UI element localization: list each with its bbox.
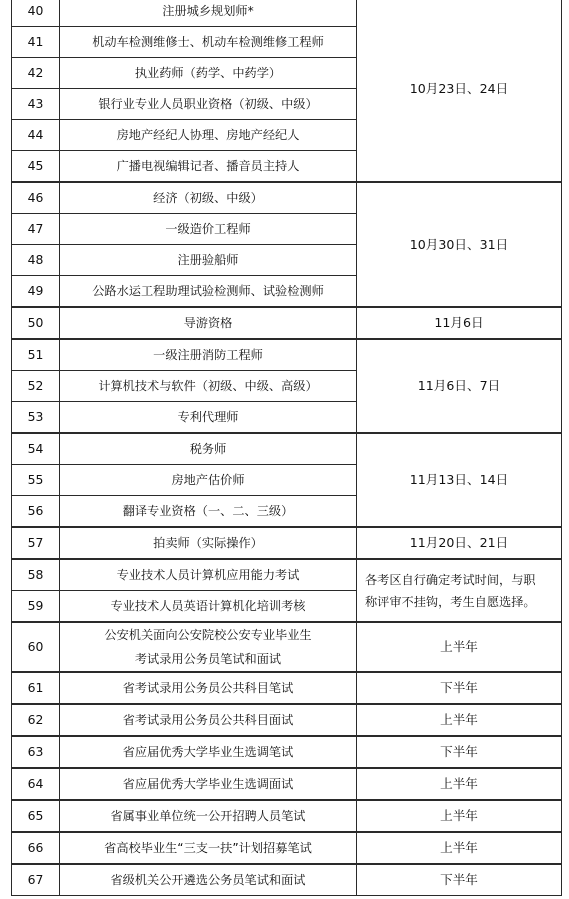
row-number: 49 bbox=[12, 276, 60, 308]
exam-name: 机动车检测维修士、机动车检测维修工程师 bbox=[60, 27, 357, 58]
exam-time: 10月23日、24日 bbox=[357, 0, 562, 182]
row-number: 62 bbox=[12, 704, 60, 736]
exam-name: 省高校毕业生“三支一扶”计划招募笔试 bbox=[60, 832, 357, 864]
row-number: 63 bbox=[12, 736, 60, 768]
exam-name: 翻译专业资格（一、二、三级） bbox=[60, 496, 357, 528]
table-row bbox=[12, 832, 562, 864]
table-row bbox=[12, 182, 562, 214]
table-row bbox=[12, 527, 562, 559]
row-number: 42 bbox=[12, 58, 60, 89]
exam-name: 广播电视编辑记者、播音员主持人 bbox=[60, 151, 357, 183]
row-number: 40 bbox=[12, 0, 60, 27]
row-number: 41 bbox=[12, 27, 60, 58]
exam-time-note-line: 各考区自行确定考试时间，与职 bbox=[365, 572, 536, 587]
exam-name: 一级造价工程师 bbox=[60, 214, 357, 245]
exam-time-note-line: 称评审不挂钩，考生自愿选择。 bbox=[365, 594, 536, 609]
exam-name: 省考试录用公务员公共科目面试 bbox=[60, 704, 357, 736]
row-number: 47 bbox=[12, 214, 60, 245]
exam-schedule-table bbox=[11, 0, 562, 896]
exam-name: 拍卖师（实际操作） bbox=[60, 527, 357, 559]
table-row bbox=[12, 433, 562, 465]
exam-name: 省应届优秀大学毕业生选调笔试 bbox=[60, 736, 357, 768]
exam-name-line: 公安机关面向公安院校公安专业毕业生 bbox=[104, 628, 312, 642]
exam-name: 省级机关公开遴选公务员笔试和面试 bbox=[60, 864, 357, 896]
exam-name: 计算机技术与软件（初级、中级、高级） bbox=[60, 371, 357, 402]
exam-name: 税务师 bbox=[60, 433, 357, 465]
exam-time: 11月20日、21日 bbox=[357, 527, 562, 559]
row-number: 60 bbox=[12, 622, 60, 672]
exam-schedule-table-wrapper bbox=[11, 0, 561, 896]
row-number: 43 bbox=[12, 89, 60, 120]
exam-name: 经济（初级、中级） bbox=[60, 182, 357, 214]
table-row bbox=[12, 622, 562, 672]
exam-name: 省考试录用公务员公共科目笔试 bbox=[60, 672, 357, 704]
table-row bbox=[12, 672, 562, 704]
row-number: 66 bbox=[12, 832, 60, 864]
table-row bbox=[12, 736, 562, 768]
row-number: 48 bbox=[12, 245, 60, 276]
row-number: 53 bbox=[12, 402, 60, 434]
exam-name bbox=[60, 622, 357, 672]
row-number: 50 bbox=[12, 307, 60, 339]
exam-name: 导游资格 bbox=[60, 307, 357, 339]
exam-name: 专利代理师 bbox=[60, 402, 357, 434]
table-row bbox=[12, 704, 562, 736]
table-row bbox=[12, 864, 562, 896]
exam-time: 上半年 bbox=[357, 768, 562, 800]
exam-name: 专业技术人员英语计算机化培训考核 bbox=[60, 591, 357, 623]
exam-name: 执业药师（药学、中药学） bbox=[60, 58, 357, 89]
table-row bbox=[12, 307, 562, 339]
exam-time: 上半年 bbox=[357, 704, 562, 736]
table-row bbox=[12, 559, 562, 591]
row-number: 58 bbox=[12, 559, 60, 591]
exam-time: 11月6日、7日 bbox=[357, 339, 562, 433]
table-row bbox=[12, 0, 562, 27]
exam-time: 11月6日 bbox=[357, 307, 562, 339]
exam-name: 专业技术人员计算机应用能力考试 bbox=[60, 559, 357, 591]
row-number: 51 bbox=[12, 339, 60, 371]
row-number: 65 bbox=[12, 800, 60, 832]
exam-time: 上半年 bbox=[357, 622, 562, 672]
row-number: 44 bbox=[12, 120, 60, 151]
row-number: 54 bbox=[12, 433, 60, 465]
exam-time: 下半年 bbox=[357, 672, 562, 704]
exam-time: 下半年 bbox=[357, 864, 562, 896]
row-number: 57 bbox=[12, 527, 60, 559]
exam-name: 省属事业单位统一公开招聘人员笔试 bbox=[60, 800, 357, 832]
exam-time-note bbox=[357, 559, 562, 622]
exam-time: 上半年 bbox=[357, 832, 562, 864]
row-number: 52 bbox=[12, 371, 60, 402]
exam-time: 下半年 bbox=[357, 736, 562, 768]
row-number: 55 bbox=[12, 465, 60, 496]
exam-time: 10月30日、31日 bbox=[357, 182, 562, 307]
exam-name: 房地产估价师 bbox=[60, 465, 357, 496]
row-number: 67 bbox=[12, 864, 60, 896]
exam-time: 11月13日、14日 bbox=[357, 433, 562, 527]
exam-name: 省应届优秀大学毕业生选调面试 bbox=[60, 768, 357, 800]
table-row bbox=[12, 800, 562, 832]
table-row bbox=[12, 339, 562, 371]
exam-name: 银行业专业人员职业资格（初级、中级） bbox=[60, 89, 357, 120]
exam-name-line: 考试录用公务员笔试和面试 bbox=[134, 652, 282, 666]
row-number: 56 bbox=[12, 496, 60, 528]
exam-name: 公路水运工程助理试验检测师、试验检测师 bbox=[60, 276, 357, 308]
row-number: 59 bbox=[12, 591, 60, 623]
table-row bbox=[12, 768, 562, 800]
exam-name: 注册城乡规划师* bbox=[60, 0, 357, 27]
row-number: 46 bbox=[12, 182, 60, 214]
row-number: 61 bbox=[12, 672, 60, 704]
row-number: 64 bbox=[12, 768, 60, 800]
exam-name: 一级注册消防工程师 bbox=[60, 339, 357, 371]
row-number: 45 bbox=[12, 151, 60, 183]
exam-name: 注册验船师 bbox=[60, 245, 357, 276]
exam-time: 上半年 bbox=[357, 800, 562, 832]
exam-name: 房地产经纪人协理、房地产经纪人 bbox=[60, 120, 357, 151]
